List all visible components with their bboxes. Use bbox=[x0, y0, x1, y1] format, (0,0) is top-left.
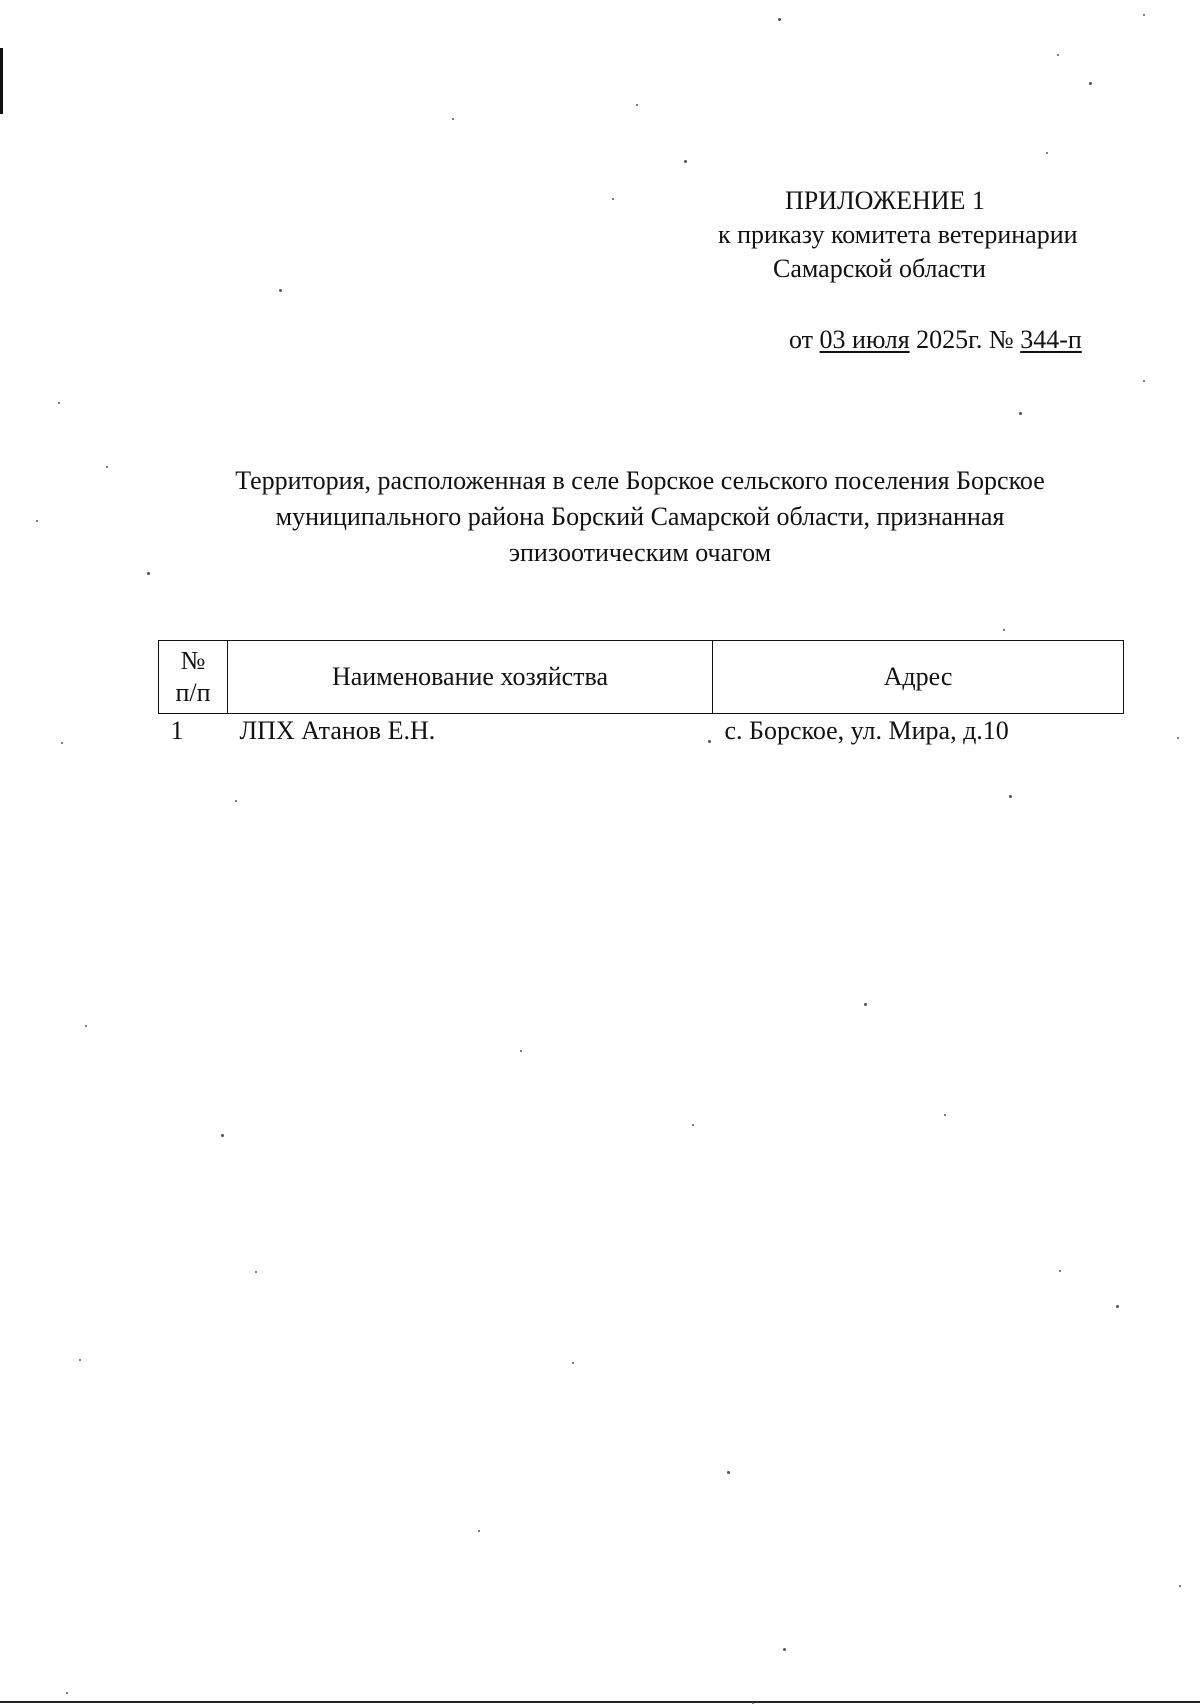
document-heading bbox=[140, 463, 1140, 571]
scan-speck bbox=[61, 742, 63, 744]
scan-bottom-edge bbox=[0, 1701, 1200, 1703]
scan-speck bbox=[235, 800, 237, 802]
scan-speck bbox=[572, 1362, 574, 1364]
scan-speck bbox=[36, 520, 38, 522]
header-farm-name: Наименование хозяйства bbox=[228, 641, 713, 714]
scan-speck bbox=[1019, 412, 1022, 415]
scan-speck bbox=[1177, 737, 1179, 739]
table-row bbox=[159, 714, 1124, 755]
header-number bbox=[159, 641, 228, 714]
scan-speck bbox=[1046, 152, 1048, 154]
date-day-month: 03 июля bbox=[819, 325, 910, 354]
scan-speck bbox=[58, 402, 60, 404]
scan-speck bbox=[636, 104, 638, 106]
appendix-order-line: к приказу комитета ветеринарии bbox=[718, 220, 1078, 249]
scan-speck bbox=[783, 1648, 786, 1651]
scan-speck bbox=[684, 160, 687, 163]
scan-speck bbox=[612, 198, 614, 200]
scan-speck bbox=[1057, 54, 1059, 56]
appendix-date-line bbox=[789, 324, 1082, 355]
scan-speck bbox=[1143, 14, 1145, 16]
heading-line-3: эпизоотическим очагом bbox=[508, 538, 772, 567]
date-year: 2025г. № bbox=[916, 325, 1014, 354]
scan-speck bbox=[279, 289, 282, 292]
table-header-row bbox=[159, 641, 1124, 714]
scan-speck bbox=[478, 1530, 480, 1532]
heading-line-1: Территория, расположенная в селе Борское сельского поселения Борское bbox=[235, 466, 1045, 495]
scan-speck bbox=[1003, 629, 1005, 631]
scan-speck bbox=[727, 1471, 730, 1474]
scan-speck bbox=[452, 118, 454, 120]
scan-speck bbox=[147, 572, 150, 575]
scan-speck bbox=[1143, 380, 1145, 382]
scan-speck bbox=[79, 1359, 81, 1361]
appendix-region-line: Самарской области bbox=[773, 254, 986, 283]
scan-speck bbox=[1059, 1270, 1061, 1272]
scan-speck bbox=[1116, 1305, 1119, 1308]
scan-speck bbox=[692, 1124, 694, 1126]
row-number: 1 bbox=[170, 716, 184, 745]
header-address: Адрес bbox=[713, 641, 1124, 714]
scan-speck bbox=[1179, 1585, 1181, 1587]
scan-speck bbox=[255, 1271, 257, 1273]
header-number-sub: п/п bbox=[175, 678, 211, 707]
scan-speck bbox=[85, 1025, 87, 1027]
scan-speck bbox=[944, 1114, 946, 1116]
scan-speck bbox=[778, 18, 781, 21]
heading-line-2: муниципального района Борский Самарской области, признанная bbox=[275, 502, 1005, 531]
scan-edge-mark bbox=[0, 48, 3, 114]
scan-speck bbox=[520, 1050, 522, 1052]
scan-speck bbox=[221, 1134, 224, 1137]
scan-speck bbox=[1009, 795, 1012, 798]
farms-table bbox=[158, 640, 1124, 754]
header-number-sign: № bbox=[180, 646, 206, 675]
scan-speck bbox=[1089, 82, 1092, 85]
row-farm-name: ЛПХ Атанов Е.Н. bbox=[239, 716, 436, 745]
scan-speck bbox=[66, 1692, 68, 1694]
scan-speck bbox=[864, 1003, 867, 1006]
order-number: 344-п bbox=[1020, 325, 1082, 354]
date-prefix: от bbox=[789, 325, 814, 354]
scan-speck bbox=[106, 466, 108, 468]
scan-speck bbox=[752, 1702, 754, 1704]
row-address: с. Борское, ул. Мира, д.10 bbox=[724, 716, 1009, 745]
appendix-title: ПРИЛОЖЕНИЕ 1 bbox=[785, 186, 985, 215]
